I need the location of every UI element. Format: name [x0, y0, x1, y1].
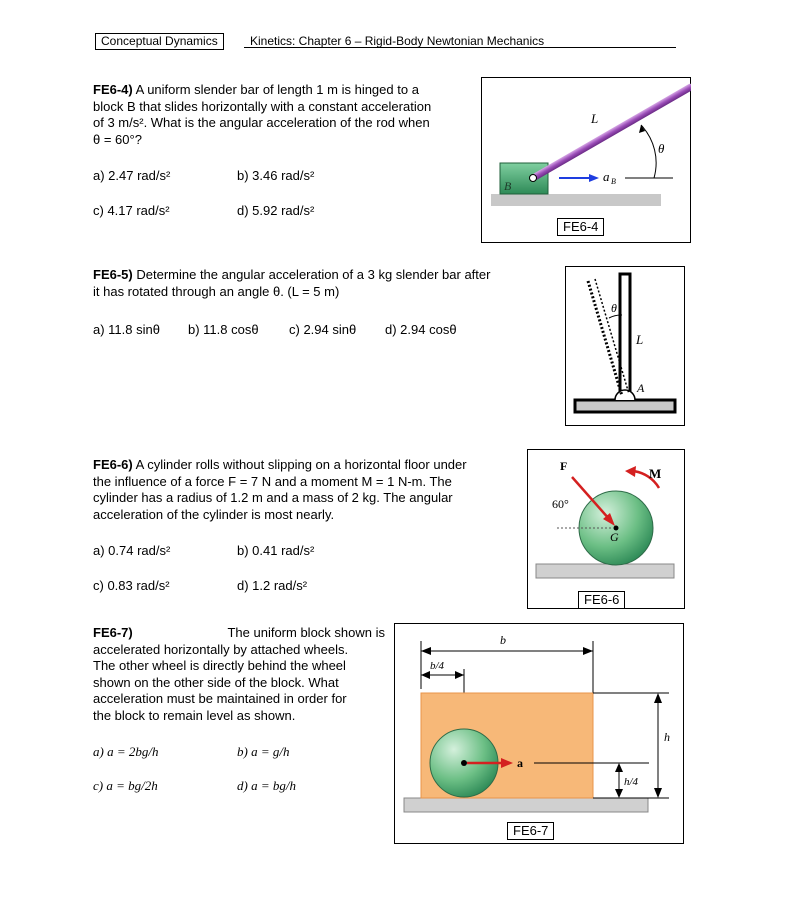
problem-fe6-5 [93, 267, 563, 300]
accel-label: a [517, 756, 523, 770]
ground [491, 194, 661, 206]
option-d: d) 2.94 cosθ [385, 322, 457, 337]
pin-label: A [637, 381, 645, 395]
problem-id: FE6-5) [93, 267, 133, 282]
problem-fe6-6 [93, 457, 523, 523]
chapter-title: Kinetics: Chapter 6 – Rigid-Body Newtonian Mechanics [250, 34, 545, 48]
figure-fe6-7 [394, 623, 684, 845]
problem-line: block B that slides horizontally with a constant acceleration [93, 98, 432, 114]
force-label: F [560, 459, 568, 473]
problem-line: of 3 m/s². What is the angular acceleration of the rod when [93, 115, 430, 130]
slender-bar [620, 274, 630, 394]
problem-line: it has rotated through an angle θ. (L = 5 m) [93, 283, 340, 299]
figure-caption: FE6-6 [578, 591, 625, 609]
block-label: B [504, 179, 512, 193]
option-c: c) a = bg/2h [93, 778, 158, 793]
figure-caption: FE6-7 [507, 822, 554, 840]
option-a: a) a = 2bg/h [93, 744, 159, 759]
hinge-pin [530, 175, 537, 182]
length-label: L [591, 111, 599, 126]
height-label: h [664, 730, 670, 744]
option-b: b) 3.46 rad/s² [237, 168, 315, 183]
figure-fe6-6 [527, 449, 685, 609]
axle [461, 760, 467, 766]
problem-line: The other wheel is directly behind the wheel [93, 658, 346, 673]
option-a: a) 2.47 rad/s² [93, 168, 171, 183]
ground-plate [575, 400, 675, 412]
figure-fe6-5 [565, 266, 685, 426]
problem-id: FE6-7) [93, 625, 133, 640]
problem-line: acceleration of the cylinder is most nearly. [93, 506, 335, 522]
problem-line: Determine the angular acceleration of a 3 kg slender bar after [136, 267, 491, 282]
option-a: a) 11.8 sinθ [93, 322, 160, 337]
width-label: b [500, 633, 506, 647]
problem-fe6-4 [93, 82, 478, 148]
option-d: d) 5.92 rad/s² [237, 203, 315, 218]
center-label: G [610, 530, 619, 544]
accel-subscript: B [611, 177, 616, 186]
problem-fe6-7 [93, 625, 385, 724]
problem-line: shown on the other side of the block. What [93, 674, 339, 690]
problem-id: FE6-6) [93, 457, 133, 472]
option-b: b) a = g/h [237, 744, 290, 759]
option-b: b) 0.41 rad/s² [237, 543, 315, 558]
problem-line: θ = 60°? [93, 131, 142, 147]
option-a: a) 0.74 rad/s² [93, 543, 171, 558]
header-rule [244, 47, 676, 48]
problem-line: cylinder has a radius of 1.2 m and a mass of 2 kg. The angular [93, 490, 453, 505]
option-d: d) 1.2 rad/s² [237, 578, 308, 593]
angle-label: θ [611, 301, 617, 315]
floor [536, 564, 674, 578]
problem-line: A uniform slender bar of length 1 m is hinged to a [135, 82, 419, 97]
accel-label: a [603, 169, 610, 184]
problem-line: the influence of a force F = 7 N and a moment M = 1 N-m. The [93, 473, 452, 489]
problem-line: A cylinder rolls without slipping on a horizontal floor under [135, 457, 467, 472]
option-b: b) 11.8 cosθ [188, 322, 259, 337]
option-d: d) a = bg/h [237, 778, 296, 793]
quarter-height-label: h/4 [624, 776, 639, 788]
problem-line: The uniform block shown is [227, 625, 385, 640]
problem-line: the block to remain level as shown. [93, 707, 296, 723]
figure-caption: FE6-4 [557, 218, 604, 236]
length-label: L [636, 332, 644, 347]
angle-label: 60° [552, 497, 569, 511]
angle-label: θ [658, 141, 665, 156]
ground [404, 798, 648, 812]
option-c: c) 0.83 rad/s² [93, 578, 170, 593]
quarter-width-label: b/4 [430, 660, 445, 672]
problem-line: acceleration must be maintained in order for [93, 691, 347, 706]
option-c: c) 2.94 sinθ [289, 322, 357, 337]
course-title: Conceptual Dynamics [95, 33, 224, 50]
problem-id: FE6-4) [93, 82, 133, 97]
option-c: c) 4.17 rad/s² [93, 203, 170, 218]
moment-label: M [649, 466, 662, 481]
problem-line: accelerated horizontally by attached wheels. [93, 641, 349, 657]
